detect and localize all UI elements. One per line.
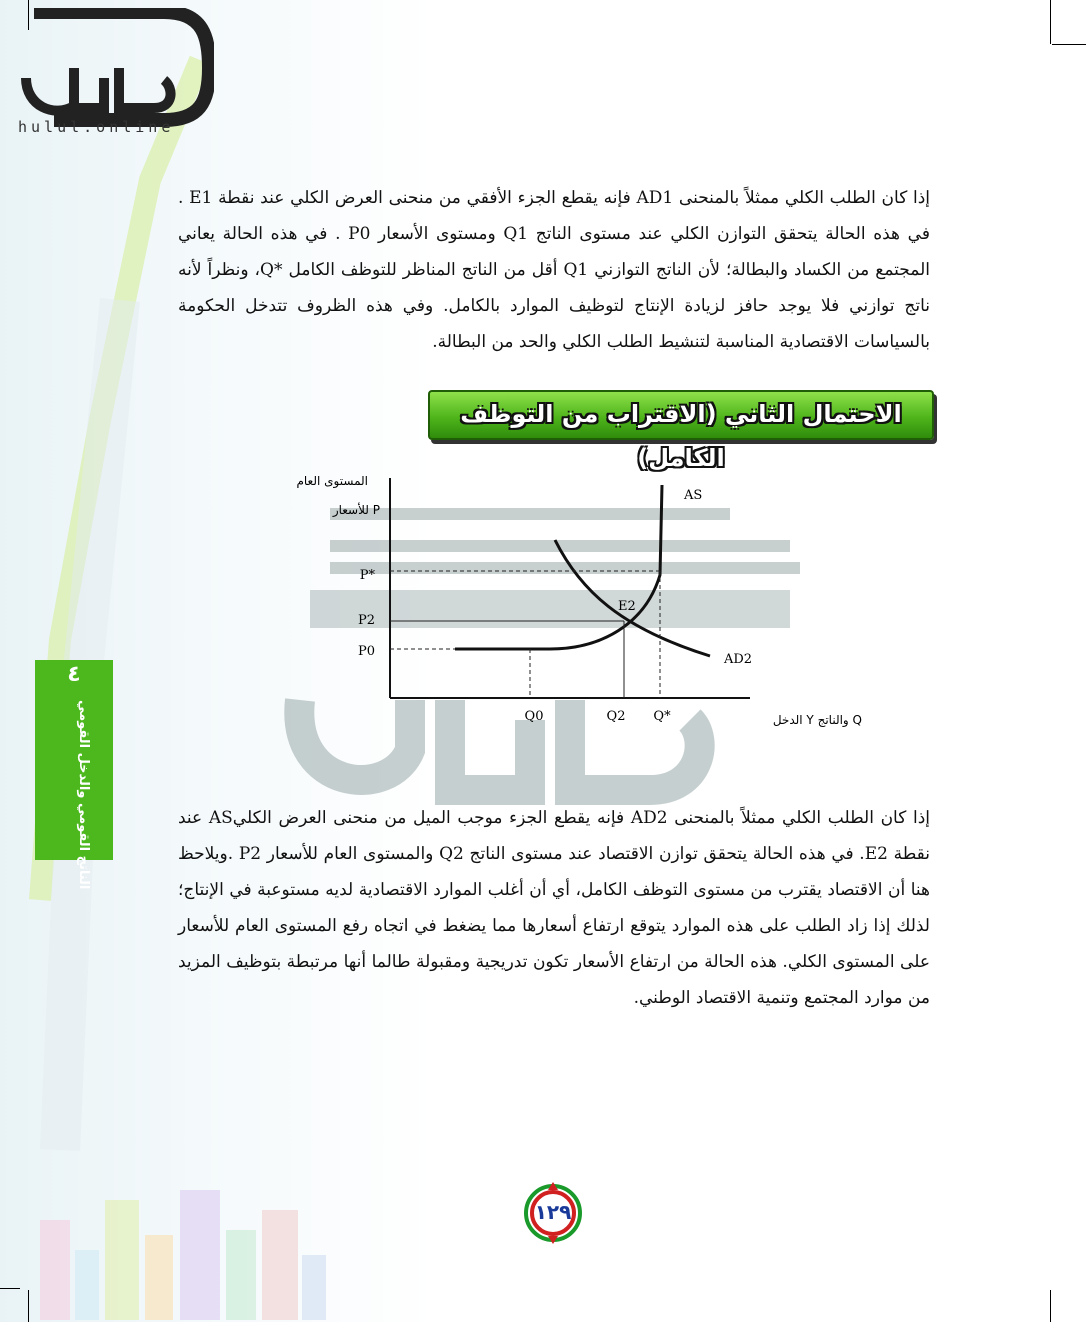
crop-mark	[1050, 1290, 1051, 1322]
crop-mark	[28, 1290, 29, 1322]
as-label: AS	[684, 488, 703, 503]
crop-mark	[0, 1288, 20, 1289]
as-curve	[455, 485, 662, 649]
ad2-curve	[555, 540, 710, 656]
y-tick-p-star: P*	[359, 568, 375, 583]
y-tick-p2: P2	[357, 613, 375, 628]
x-tick-q2: Q2	[606, 709, 626, 724]
as-ad-chart	[250, 450, 890, 770]
chapter-number: ٤	[67, 662, 81, 687]
chapter-side-tab	[35, 660, 113, 890]
page-number: ١٢٩	[534, 1200, 572, 1224]
x-tick-q0: Q0	[524, 709, 544, 724]
e2-label: E2	[618, 599, 636, 614]
crop-mark	[1050, 0, 1051, 44]
page-number-badge	[520, 1180, 586, 1246]
x-tick-q-star: Q*	[653, 709, 671, 724]
x-axis-label: الدخل Y والناتج Q	[772, 713, 862, 727]
y-axis-label-1: المستوى العام	[296, 474, 368, 488]
crop-mark	[1052, 44, 1086, 45]
chapter-title: الناتج القومي والدخل القومي	[76, 700, 91, 890]
logo-latin-text: hulul.online	[18, 118, 175, 136]
y-tick-p0: P0	[357, 644, 375, 659]
section-heading: الاحتمال الثاني (الاقتراب من التوظف الكامل)	[428, 390, 934, 440]
paragraph-2: إذا كان الطلب الكلي ممثلاً بالمنحنى AD2 فإنه يقطع الجزء موجب الميل من منحنى العرض الكليAS عند نقطة E2. في هذه الحالة يتحقق توازن الاقتصاد عند مستوى الناتج Q2 والمستوى العام للأسعار P2 .ويلاحظ هنا أن الاقتصاد يقترب من مستوى التوظف الكامل، أي أن أغلب الموارد الاقتصادية لديه مستوعبة في الإنتاج؛ لذلك إذا زاد الطلب على هذه الموارد يتوقع ارتفاع أسعارها مما يضغط في اتجاه رفع المستوى العام للأسعار على المستوى الكلي. هذه الحالة من ارتفاع الأسعار تكون تدريجية ومقبولة طالما أنها مرتبطة بتوظيف المزيد من موارد المجتمع وتنمية الاقتصاد الوطني.	[178, 808, 930, 1008]
y-axis-label-2: للأسعار P	[332, 503, 380, 517]
city-illustration	[30, 1180, 330, 1320]
paragraph-1: إذا كان الطلب الكلي ممثلاً بالمنحنى AD1 فإنه يقطع الجزء الأفقي من منحنى العرض الكلي عند نقطة E1 . في هذه الحالة يتحقق التوازن الكلي عند مستوى الناتج Q1 ومستوى الأسعار P0 . في هذه الحالة يعاني المجتمع من الكساد والبطالة؛ لأن الناتج التوازني Q1 أقل من الناتج المناظر للتوظف الكامل *Q، ونظراً لأنه ناتج توازني فلا يوجد حافز لزيادة الإنتاج لتوظيف الموارد بالكامل. وفي هذه الظروف تتدخل الحكومة بالسياسات الاقتصادية المناسبة لتنشيط الطلب الكلي والحد من البطالة.	[178, 188, 931, 352]
ad2-label: AD2	[724, 652, 753, 667]
